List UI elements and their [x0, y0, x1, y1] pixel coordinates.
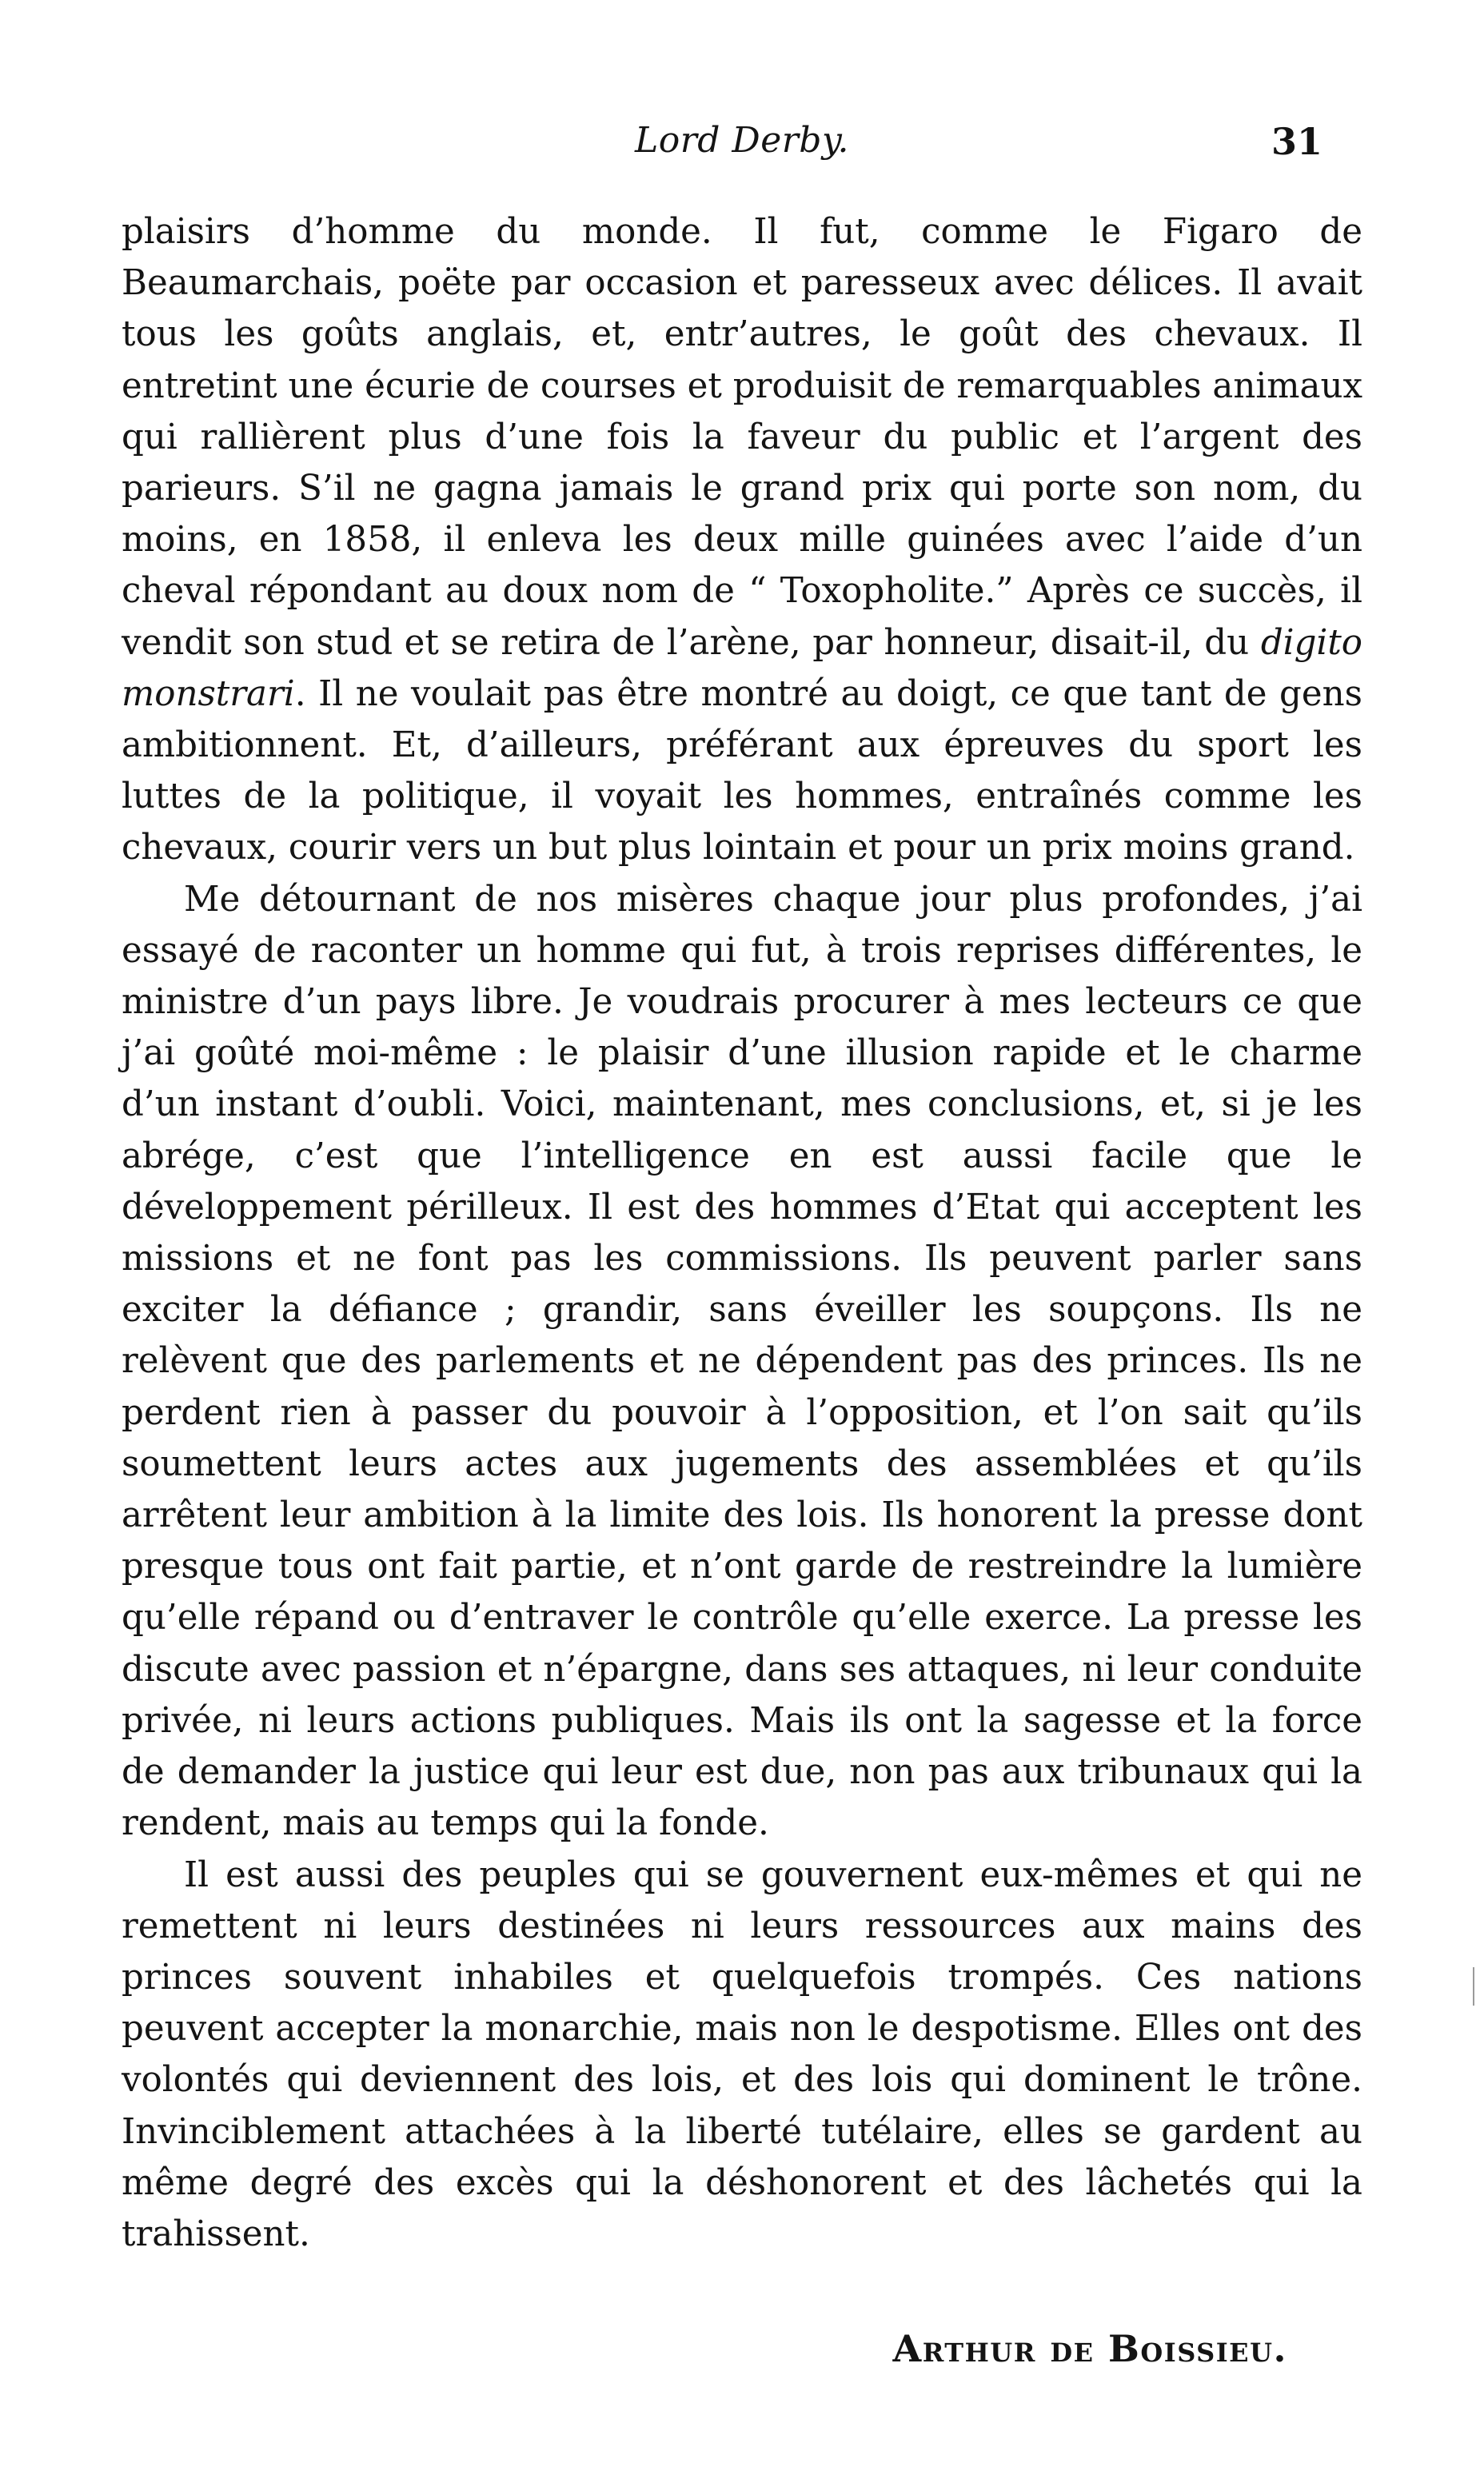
- paragraph-continued: plaisirs d’homme du monde. Il fut, comme le Figaro de Beaumarchais, poëte par occasion et paresseux avec délices. Il avait tous les goûts anglais, et, entr’autres, le goût des chevaux. Il entretint une écurie de courses et produisit de remarquables animaux qui rallièrent plus d’une fois la faveur du public et l’argent des parieurs. S’il ne gagna jamais le grand prix qui porte son nom, du moins, en 1858, il enleva les deux mille guinées avec l’aide d’un cheval répondant au doux nom de “ Toxopholite.” Après ce succès, il vendit son stud et se retira de l’arène, par honneur, disait-il, du digito monstrari. Il ne voulait pas être montré au doigt, ce que tant de gens ambitionnent. Et, d’ailleurs, préférant aux épreuves du sport les luttes de la politique, il voyait les hommes, entraînés comme les chevaux, courir vers un but plus lointain et pour un prix moins grand.: [122, 212, 1362, 868]
- running-head: [0, 120, 1484, 168]
- running-title: Lord Derby.: [635, 120, 849, 161]
- author-signature: Arthur de Boissieu.: [892, 2327, 1287, 2370]
- paragraph-peoples: Il est aussi des peuples qui se gouvernent eux-mêmes et qui ne remettent ni leurs destinées ni leurs ressources aux mains des princes souvent inhabiles et quelquefois trompés. Ces nations peuvent accepter la monarchie, mais non le despotisme. Elles ont des volontés qui deviennent des lois, et des lois qui dominent le trône. Invinciblement attachées à la liberté tutélaire, elles se gardent au même degré des excès qui la déshonorent et des lâchetés qui la trahissent.: [122, 1854, 1362, 2254]
- page-number: 31: [1271, 120, 1322, 163]
- scan-mark: [1473, 1967, 1474, 2006]
- body-text: [122, 206, 1362, 2260]
- paragraph-conclusions: Me détournant de nos misères chaque jour plus profondes, j’ai essayé de raconter un homme qui fut, à trois reprises différentes, le ministre d’un pays libre. Je voudrais procurer à mes lecteurs ce que j’ai goûté moi-même : le plaisir d’une illusion rapide et le charme d’un instant d’oubli. Voici, maintenant, mes conclusions, et, si je les abrége, c’est que l’intelligence en est aussi facile que le développement périlleux. Il est des hommes d’Etat qui acceptent les missions et ne font pas les commissions. Ils peuvent parler sans exciter la défiance ; grandir, sans éveiller les soupçons. Ils ne relèvent que des parlements et ne dépendent pas des princes. Ils ne perdent rien à passer du pouvoir à l’opposition, et l’on sait qu’ils soumettent leurs actes aux jugements des assemblées et qu’ils arrêtent leur ambition à la limite des lois. Ils honorent la presse dont presque tous ont fait partie, et n’ont garde de restreindre la lumière qu’elle répand ou d’entraver le contrôle qu’elle exerce. La presse les discute avec passion et n’épargne, dans ses attaques, ni leur conduite privée, ni leurs actions publiques. Mais ils ont la sagesse et la force de demander la justice qui leur est due, non pas aux tribunaux qui la rendent, mais au temps qui la fonde.: [122, 879, 1362, 1844]
- latin-phrase: digito monstrari: [122, 622, 1362, 714]
